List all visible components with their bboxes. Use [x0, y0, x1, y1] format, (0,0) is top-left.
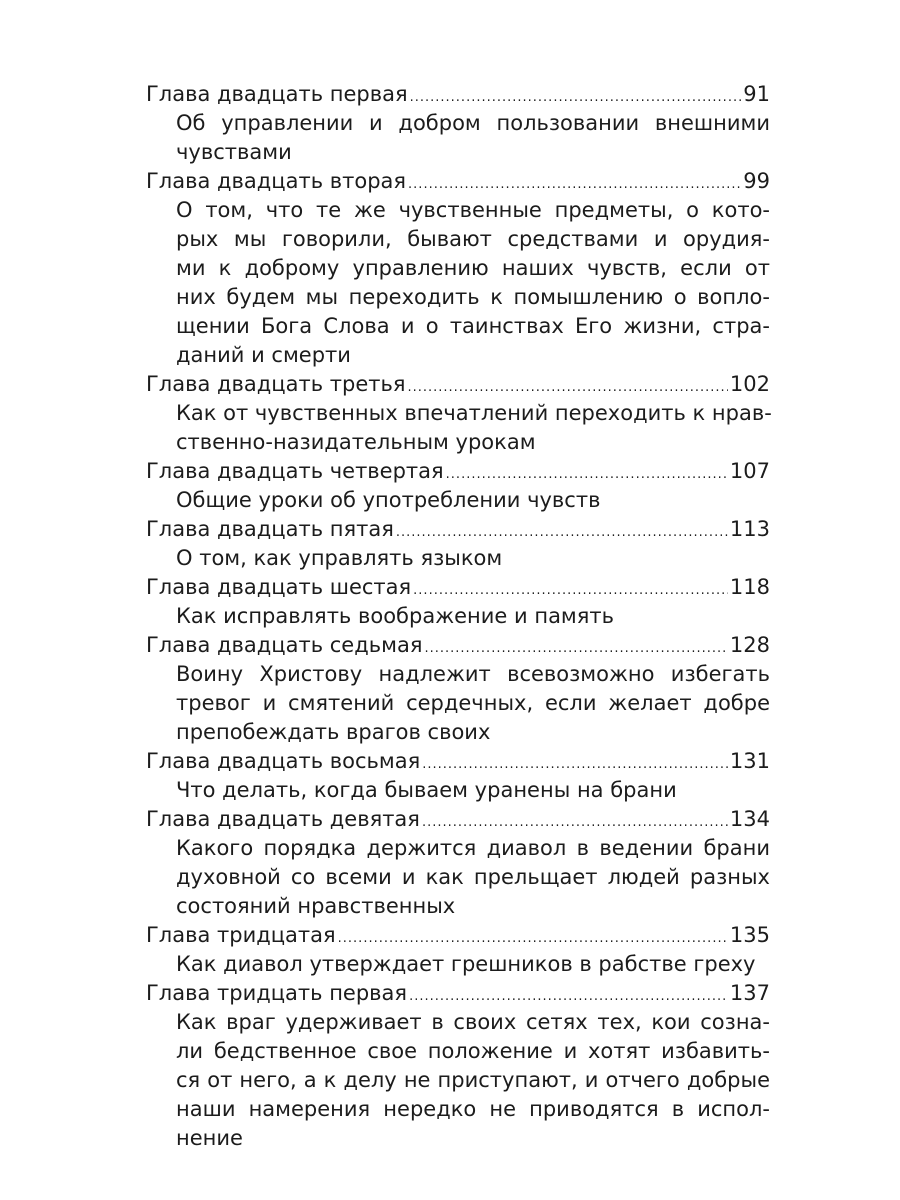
- toc-entry: [146, 80, 770, 167]
- chapter-description: [146, 602, 770, 631]
- chapter-line: [146, 979, 770, 1008]
- chapter-title: Глава двадцать вторая: [146, 169, 407, 193]
- chapter-line: [146, 167, 770, 196]
- chapter-title: Глава двадцать первая: [146, 82, 408, 106]
- page-number: 131: [729, 749, 770, 773]
- page-number: 134: [729, 807, 770, 831]
- toc-entry: [146, 573, 770, 631]
- dot-leader: [410, 83, 742, 112]
- table-of-contents: [146, 80, 770, 1153]
- description-line: состояний нравственных: [176, 894, 456, 918]
- toc-entry: [146, 167, 770, 370]
- chapter-line: [146, 515, 770, 544]
- description-line: Как исправлять воображение и память: [176, 604, 615, 628]
- dot-leader: [407, 373, 727, 402]
- chapter-line: [146, 370, 770, 399]
- chapter-line: [146, 573, 770, 602]
- chapter-description: [146, 1008, 770, 1153]
- description-line: ми к доброму управлению наших чувств, если от: [176, 256, 770, 280]
- page-number: 102: [729, 372, 770, 396]
- description-line: Воину Христову надлежит всевозможно избегать: [176, 662, 770, 686]
- toc-entry: [146, 631, 770, 747]
- chapter-title: Глава тридцатая: [146, 923, 336, 947]
- chapter-description: [146, 109, 770, 167]
- description-line: Как диавол утверждает грешников в рабстве греху: [176, 952, 756, 976]
- description-line: нение: [176, 1126, 243, 1150]
- chapter-description: [146, 776, 770, 805]
- dot-leader: [396, 518, 728, 547]
- description-line: препобеждать врагов своих: [176, 720, 491, 744]
- page-number: 99: [743, 169, 770, 193]
- page-number: 91: [743, 82, 770, 106]
- dot-leader: [338, 924, 728, 953]
- description-line: ственно-назидательным урокам: [176, 430, 536, 454]
- toc-entry: [146, 370, 770, 457]
- page-number: 107: [729, 459, 770, 483]
- page-number: 135: [729, 923, 770, 947]
- toc-entry: [146, 747, 770, 805]
- description-line: ся от него, а к делу не приступают, и отчего добрые: [176, 1068, 770, 1092]
- description-line: Какого порядка держится диавол в ведении брани: [176, 836, 770, 860]
- dot-leader: [422, 750, 728, 779]
- page-number: 128: [729, 633, 770, 657]
- dot-leader: [424, 634, 727, 663]
- dot-leader: [413, 576, 728, 605]
- chapter-line: [146, 80, 770, 109]
- chapter-title: Глава двадцать девятая: [146, 807, 420, 831]
- description-line: Общие уроки об употреблении чувств: [176, 488, 601, 512]
- chapter-title: Глава двадцать седьмая: [146, 633, 423, 657]
- description-line: щении Бога Слова и о таинствах Его жизни, стра-: [176, 314, 770, 338]
- chapter-title: Глава двадцать четвертая: [146, 459, 444, 483]
- description-line: Как от чувственных впечатлений переходить к нрав-: [176, 401, 772, 425]
- chapter-line: [146, 457, 770, 486]
- page-number: 118: [729, 575, 770, 599]
- chapter-description: [146, 399, 770, 457]
- description-line: чувствами: [176, 140, 292, 164]
- page-number: 113: [729, 517, 770, 541]
- description-line: О том, как управлять языком: [176, 546, 503, 570]
- toc-entry: [146, 921, 770, 979]
- chapter-title: Глава двадцать восьмая: [146, 749, 421, 773]
- toc-entry: [146, 979, 770, 1153]
- description-line: ли бедственное свое положение и хотят избавить-: [176, 1039, 770, 1063]
- chapter-line: [146, 747, 770, 776]
- toc-entry: [146, 515, 770, 573]
- page-number: 137: [729, 981, 770, 1005]
- chapter-line: [146, 921, 770, 950]
- dot-leader: [408, 170, 741, 199]
- description-line: духовной со всеми и как прельщает людей разных: [176, 865, 770, 889]
- description-line: даний и смерти: [176, 343, 351, 367]
- chapter-description: [146, 660, 770, 747]
- description-line: Как враг удерживает в своих сетях тех, кои созна-: [176, 1010, 770, 1034]
- description-line: наши намерения нередко не приводятся в испол-: [176, 1097, 770, 1121]
- description-line: них будем мы переходить к помышлению о вопло-: [176, 285, 770, 309]
- description-line: тревог и смятений сердечных, если желает добре: [176, 691, 770, 715]
- chapter-description: [146, 544, 770, 573]
- dot-leader: [409, 982, 728, 1011]
- chapter-title: Глава двадцать третья: [146, 372, 406, 396]
- dot-leader: [422, 808, 728, 837]
- description-line: О том, что те же чувственные предметы, о кото-: [176, 198, 770, 222]
- description-line: Что делать, когда бываем уранены на брани: [176, 778, 677, 802]
- chapter-description: [146, 486, 770, 515]
- chapter-title: Глава двадцать шестая: [146, 575, 412, 599]
- chapter-description: [146, 196, 770, 370]
- toc-entry: [146, 457, 770, 515]
- chapter-title: Глава двадцать пятая: [146, 517, 394, 541]
- dot-leader: [446, 460, 728, 489]
- chapter-line: [146, 805, 770, 834]
- chapter-description: [146, 834, 770, 921]
- chapter-title: Глава тридцать первая: [146, 981, 408, 1005]
- description-line: Об управлении и добром пользовании внешними: [176, 111, 770, 135]
- toc-entry: [146, 805, 770, 921]
- description-line: рых мы говорили, бывают средствами и орудия-: [176, 227, 770, 251]
- chapter-line: [146, 631, 770, 660]
- chapter-description: [146, 950, 770, 979]
